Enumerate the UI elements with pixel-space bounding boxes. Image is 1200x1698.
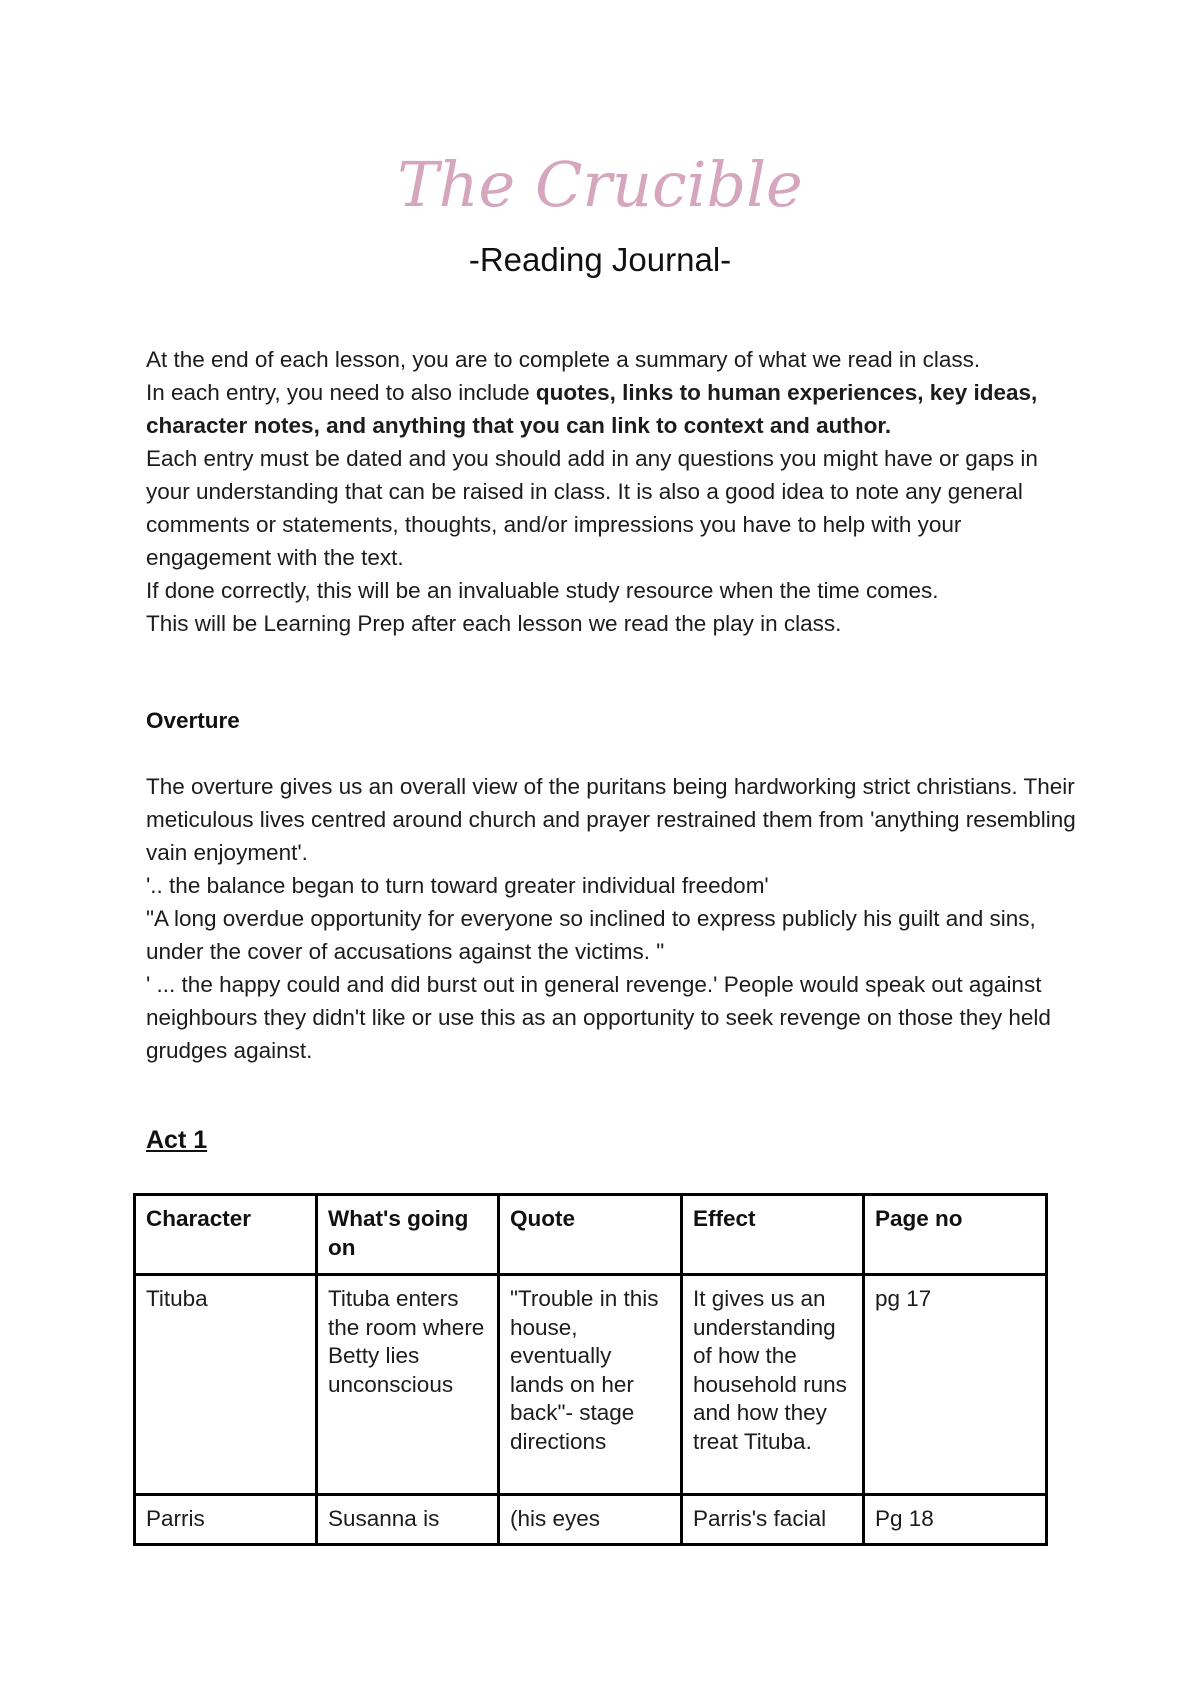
intro-line-1: At the end of each lesson, you are to complete a summary of what we read in class.: [146, 347, 981, 372]
cell-quote: (his eyes: [499, 1495, 682, 1545]
overture-paragraph: The overture gives us an overall view of the puritans being hardworking strict christians. Their meticulous lives centred around church and prayer restrained them from 'anything resembling vain enjoyment'.: [146, 774, 1076, 865]
overture-section: [146, 770, 1076, 1067]
act-1-table: [133, 1193, 1048, 1546]
overture-heading: Overture: [146, 708, 240, 733]
cell-page-no: Pg 18: [864, 1495, 1047, 1545]
intro-line-5: This will be Learning Prep after each lesson we read the play in class.: [146, 611, 842, 636]
cell-character: Parris: [135, 1495, 317, 1545]
header-page-no: Page no: [864, 1195, 1047, 1275]
overture-quote-3: ' ... the happy could and did burst out in general revenge.' People would speak out against neighbours they didn't like or use this as an opportunity to seek revenge on those they held grudges against.: [146, 972, 1051, 1063]
intro-line-2-plain: In each entry, you need to also include: [146, 380, 536, 405]
cell-page-no: pg 17: [864, 1275, 1047, 1495]
intro-line-2: [146, 376, 1076, 442]
header-quote: Quote: [499, 1195, 682, 1275]
table-header-row: [135, 1195, 1047, 1275]
cell-whats-going-on: Susanna is: [317, 1495, 499, 1545]
intro-section: [146, 343, 1076, 640]
cell-character: Tituba: [135, 1275, 317, 1495]
act-1-heading: Act 1: [146, 1126, 208, 1154]
document-subtitle: -Reading Journal-: [468, 241, 732, 278]
overture-quote-2: "A long overdue opportunity for everyone so inclined to express publicly his guilt and sins, under the cover of accusations against the victims. ": [146, 906, 1036, 964]
header-effect: Effect: [682, 1195, 864, 1275]
document-title: The Crucible: [397, 148, 803, 221]
overture-quote-1: '.. the balance began to turn toward greater individual freedom': [146, 873, 769, 898]
intro-line-3: Each entry must be dated and you should add in any questions you might have or gaps in your understanding that can be raised in class. It is also a good idea to note any general comments or statements, thoughts, and/or impressions you have to help with your engagement with the text.: [146, 446, 1038, 570]
cell-effect: It gives us an understanding of how the household runs and how they treat Tituba.: [682, 1275, 864, 1495]
intro-line-2-bold: quotes, links to human experiences, key ideas, character notes, and anything that you can link to context and author.: [146, 380, 1038, 438]
header-whats-going-on: What's going on: [317, 1195, 499, 1275]
table-row: [135, 1495, 1047, 1545]
table-row: [135, 1275, 1047, 1495]
cell-whats-going-on: Tituba enters the room where Betty lies unconscious: [317, 1275, 499, 1495]
intro-line-4: If done correctly, this will be an invaluable study resource when the time comes.: [146, 578, 939, 603]
cell-quote: "Trouble in this house, eventually lands on her back"- stage directions: [499, 1275, 682, 1495]
cell-effect: Parris's facial: [682, 1495, 864, 1545]
header-character: Character: [135, 1195, 317, 1275]
